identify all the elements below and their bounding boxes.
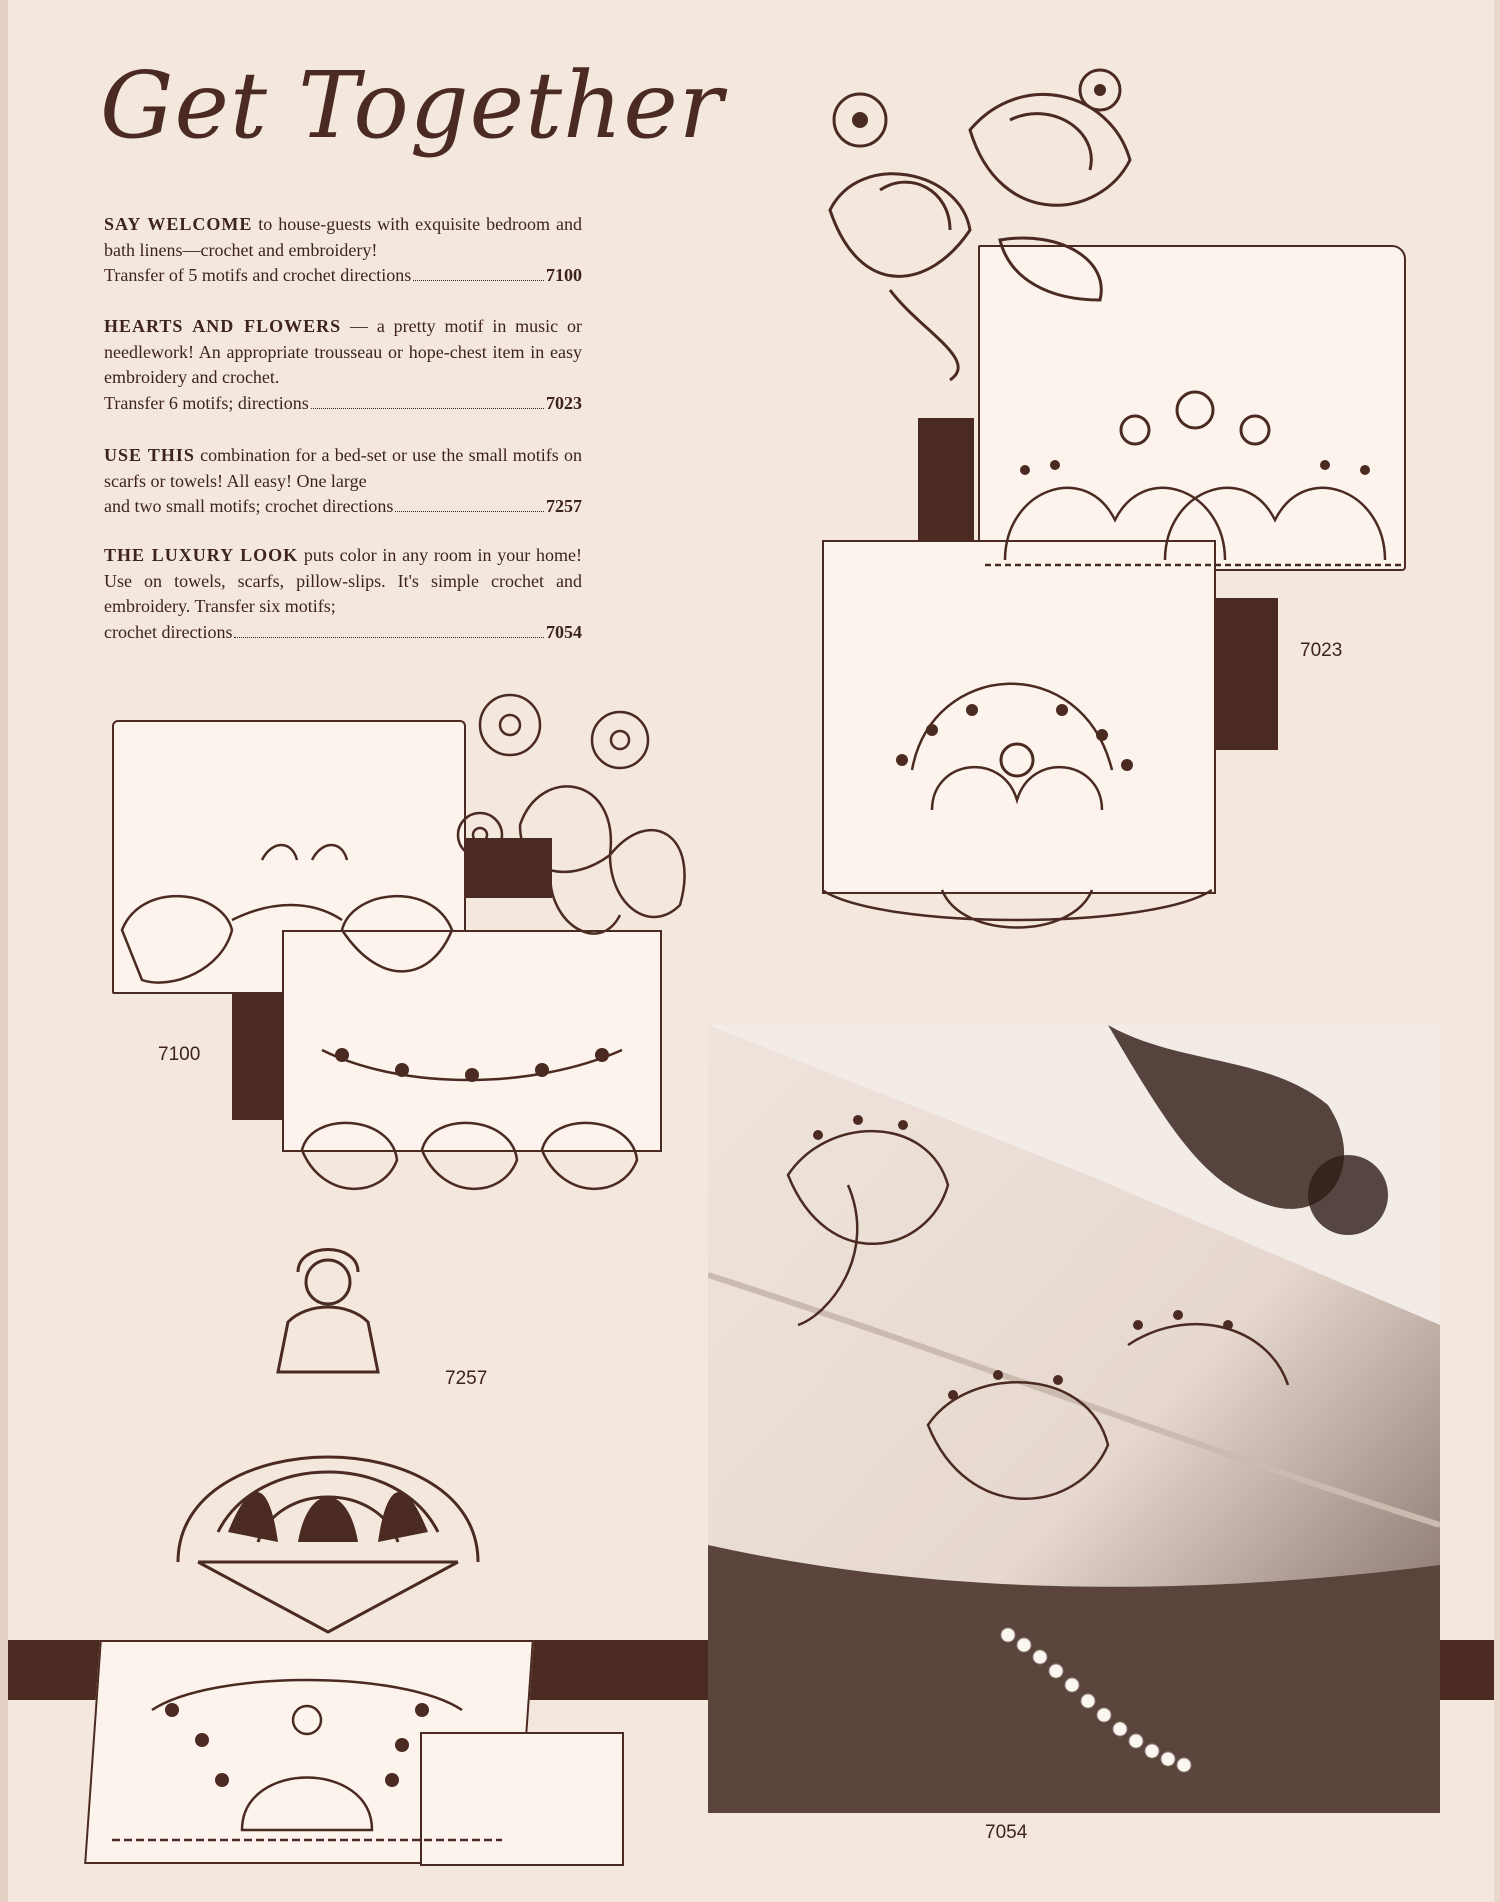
description-7257	[104, 443, 582, 520]
rose-motif-illustration	[770, 60, 1190, 390]
leader-text: Transfer of 5 motifs and crochet directions	[104, 265, 412, 285]
linen-photograph	[708, 1025, 1440, 1813]
description-lead: USE THIS	[104, 445, 195, 465]
leader-text: crochet directions	[104, 621, 233, 642]
description-body: puts color in any room in your home! Use on towels, scarfs, pillow-slips. It's simple crochet and embroidery. Transfer six motifs;	[104, 545, 582, 616]
description-lead: HEARTS AND FLOWERS	[104, 316, 342, 336]
pattern-label: 7257	[445, 1368, 488, 1389]
crinoline-lady-doily	[158, 1242, 498, 1642]
pattern-label: 7100	[158, 1044, 201, 1065]
page-edge	[1494, 0, 1500, 1902]
pattern-number: 7100	[546, 265, 582, 285]
pattern-leader	[104, 391, 582, 417]
shadow-bar	[1440, 1640, 1494, 1700]
description-7054	[104, 543, 582, 645]
pattern-number: 7023	[546, 392, 582, 413]
lace-heart-edging	[985, 370, 1405, 570]
dot-leader	[395, 511, 544, 512]
description-body: — a pretty motif in music or needlework! An appropriate trousseau or hope-chest item in easy embroidery and crochet.	[104, 316, 583, 387]
leader-text: and two small motifs; crochet directions	[104, 496, 394, 516]
shadow-bar	[232, 980, 282, 1120]
dot-leader	[311, 408, 544, 409]
leader-text: Transfer 6 motifs; directions	[104, 392, 309, 413]
photo-rendering	[708, 1025, 1440, 1813]
pattern-leader	[104, 494, 582, 520]
page-gutter	[0, 0, 8, 1902]
dot-leader	[413, 280, 544, 281]
crinoline-lady-towel-motif	[92, 1650, 522, 1860]
description-lead: SAY WELCOME	[104, 214, 253, 234]
butterfly-flower-motif	[450, 685, 700, 975]
pattern-number: 7054	[546, 621, 582, 642]
pattern-leader	[104, 620, 582, 646]
pattern-label: 7054	[985, 1822, 1028, 1843]
description-7100	[104, 212, 582, 289]
description-7023	[104, 314, 582, 416]
pattern-number: 7257	[546, 496, 582, 516]
lace-basket-motif	[822, 640, 1212, 940]
pattern-leader	[104, 263, 582, 289]
butterfly-tulip-edging	[112, 820, 462, 1000]
description-body: combination for a bed-set or use the small motifs on scarfs or towels! All easy! One large	[104, 445, 583, 491]
dot-leader	[234, 637, 544, 638]
butterfly-rose-edging	[282, 1020, 658, 1220]
description-body: to house-guests with exquisite bedroom and bath linens—crochet and embroidery!	[104, 214, 582, 260]
pattern-label: 7023	[1300, 640, 1343, 661]
description-lead: THE LUXURY LOOK	[104, 545, 299, 565]
page-title: Get Together	[100, 52, 724, 159]
